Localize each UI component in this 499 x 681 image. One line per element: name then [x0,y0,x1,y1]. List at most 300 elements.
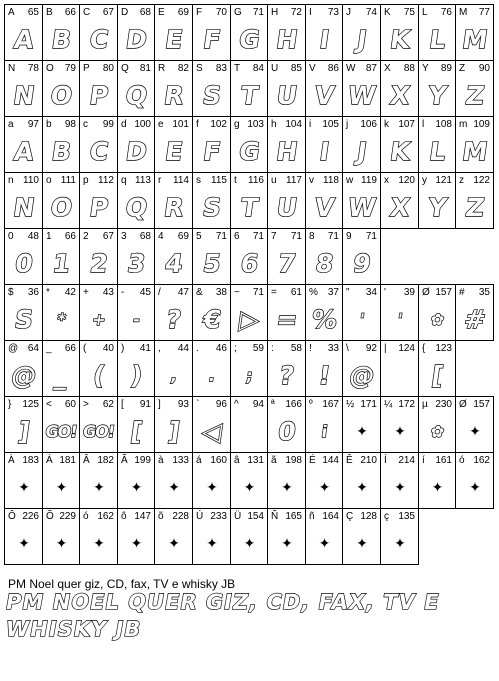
glyph-preview: ✦ [206,535,217,552]
glyph-preview: ) [128,361,144,390]
glyph-cell [4,396,43,453]
glyph-preview: # [462,305,487,334]
glyph-preview: K [388,137,411,166]
glyph-preview: ✦ [93,535,104,552]
glyph-key-label: > [83,399,89,410]
glyph-preview: ] [16,417,31,446]
glyph-cell [455,4,494,61]
glyph-cell [267,4,306,61]
glyph-cell [42,284,80,341]
glyph-preview: ✦ [18,535,29,552]
glyph-cell [418,60,456,117]
glyph-preview: ] [166,417,181,446]
glyph-code: 162 [97,511,114,522]
glyph-key-label: J [346,7,351,18]
glyph-key-label: } [8,399,12,410]
glyph-preview: 3 [125,249,147,278]
glyph-preview: ( [91,361,106,390]
glyph-key-label: S [196,63,203,74]
glyph-code: 71 [365,231,377,242]
glyph-code: 97 [27,119,39,130]
glyph-cell [380,60,419,117]
glyph-cell [79,228,118,285]
glyph-code: 101 [172,119,189,130]
glyph-preview: R [162,81,185,110]
glyph-preview: U [274,193,299,222]
glyph-key-label: R [158,63,166,74]
glyph-key-label: 9 [346,231,352,242]
glyph-key-label: A [8,7,15,18]
glyph-preview: B [49,137,73,166]
glyph-preview: 6 [238,249,260,278]
glyph-key-label: : [271,343,274,354]
glyph-cell [117,396,155,453]
glyph-preview: J [355,25,368,54]
glyph-preview: C [87,137,110,166]
glyph-key-label: ª [271,399,275,410]
glyph-key-label: { [422,343,426,354]
glyph-preview: , [169,366,178,385]
glyph-code: 171 [360,399,377,410]
glyph-code: 79 [64,63,76,74]
glyph-preview: % [309,305,339,334]
glyph-key-label: Q [121,63,129,74]
glyph-key-label: k [384,119,389,130]
glyph-key-label: ½ [346,399,355,410]
glyph-key-label: = [271,287,277,298]
glyph-cell [230,452,268,509]
glyph-cell [418,172,456,229]
glyph-key-label: Á [46,455,53,466]
glyph-code: 47 [177,287,189,298]
glyph-cell [42,340,80,397]
glyph-code: 113 [135,175,151,186]
glyph-code: 144 [322,455,339,466]
glyph-key-label: f [196,119,199,130]
glyph-preview: G [237,137,261,166]
glyph-key-label: ¼ [384,399,393,410]
glyph-preview: ' [358,310,365,329]
glyph-key-label: a [8,119,14,130]
glyph-code: 229 [59,511,76,522]
glyph-code: 86 [327,63,339,74]
glyph-code: 124 [398,343,415,354]
glyph-cell [42,4,80,61]
glyph-preview: 5 [201,249,222,278]
glyph-code: 71 [252,7,264,18]
glyph-key-label: ^ [234,399,239,410]
glyph-cell [192,508,231,565]
glyph-preview: ✦ [356,535,367,552]
glyph-key-label: r [158,175,162,186]
glyph-cell [342,340,381,397]
glyph-cell [192,452,231,509]
glyph-cell [342,452,381,509]
glyph-code: 71 [215,231,227,242]
glyph-code: 58 [290,343,302,354]
glyph-code: 73 [327,7,339,18]
glyph-preview: ; [244,366,254,385]
glyph-cell [342,172,381,229]
glyph-key-label: 2 [83,231,89,242]
glyph-key-label: & [196,287,203,298]
glyph-key-label: É [309,455,316,466]
glyph-cell [418,116,456,173]
glyph-cell [380,172,419,229]
glyph-preview [380,357,419,394]
glyph-cell [117,228,155,285]
glyph-preview: GO! [81,422,116,441]
glyph-cell [267,228,306,285]
glyph-cell [192,116,231,173]
glyph-preview: G [237,25,261,54]
glyph-code: 133 [172,455,189,466]
glyph-code: 71 [252,287,264,298]
glyph-cell [192,284,231,341]
glyph-preview: 8 [313,249,335,278]
glyph-code: 45 [139,287,151,298]
glyph-cell [418,4,456,61]
glyph-code: 71 [290,231,302,242]
glyph-key-label: N [8,63,16,74]
glyph-key-label: , [158,343,161,354]
glyph-preview: L [427,137,447,166]
glyph-code: 108 [435,119,452,130]
glyph-key-label: / [158,287,161,298]
glyph-cell [192,396,231,453]
glyph-cell [230,284,268,341]
glyph-preview: Y [426,81,448,110]
glyph-preview: L [427,25,447,54]
glyph-key-label: K [384,7,391,18]
glyph-key-label: - [121,287,125,298]
glyph-preview: X [388,81,411,110]
glyph-key-label: | [384,343,387,354]
glyph-cell [154,396,193,453]
glyph-cell [117,4,155,61]
glyph-code: 230 [435,399,452,410]
glyph-key-label: g [234,119,240,130]
glyph-code: 62 [102,399,114,410]
glyph-code: 43 [102,287,114,298]
glyph-preview: ? [277,361,296,390]
glyph-key-label: ; [234,343,237,354]
glyph-cell [455,60,494,117]
glyph-cell [455,172,494,229]
glyph-preview: N [11,193,36,222]
glyph-cell [117,508,155,565]
glyph-code: 123 [435,343,452,354]
glyph-preview: H [274,25,299,54]
glyph-key-label: W [346,63,356,74]
glyph-code: 93 [177,399,189,410]
glyph-preview: ✦ [394,423,405,440]
glyph-cell [42,228,80,285]
glyph-preview: O [48,81,74,110]
glyph-preview: E [163,137,184,166]
glyph-code: 91 [139,399,151,410]
glyph-cell [342,284,381,341]
glyph-preview: Q [123,193,149,222]
glyph-cell [4,452,43,509]
glyph-cell [154,116,193,173]
glyph-code: 172 [398,399,415,410]
glyph-preview: V [312,81,336,110]
glyph-code: 38 [215,287,227,298]
glyph-key-label: < [46,399,52,410]
glyph-cell [380,508,419,565]
glyph-key-label: Ô [8,511,16,522]
glyph-key-label: F [196,7,203,18]
glyph-code: 128 [360,511,377,522]
glyph-cell [4,116,43,173]
glyph-preview: ✦ [18,479,29,496]
glyph-key-label: H [271,7,279,18]
glyph-cell [455,396,494,453]
glyph-key-label: ] [158,399,161,410]
glyph-cell [342,4,381,61]
glyph-key-label: [ [121,399,124,410]
glyph-preview: _ [53,361,69,390]
glyph-code: 116 [248,175,264,186]
glyph-key-label: 1 [46,231,52,242]
glyph-key-label: e [158,119,164,130]
glyph-cell [380,284,419,341]
glyph-cell [267,340,306,397]
glyph-code: 161 [435,455,452,466]
glyph-code: 78 [27,63,39,74]
glyph-key-label: l [422,119,425,130]
glyph-key-label: Ê [346,455,353,466]
glyph-code: 40 [102,343,114,354]
glyph-key-label: T [234,63,241,74]
glyph-code: 111 [60,175,76,186]
glyph-code: 120 [398,175,415,186]
glyph-key-label: n [8,175,14,186]
glyph-key-label: o [46,175,52,186]
glyph-preview: ✦ [243,479,255,496]
glyph-cell [455,284,494,341]
glyph-preview: ✦ [431,479,443,496]
glyph-code: 67 [102,231,114,242]
glyph-cell [230,172,268,229]
glyph-preview: ✦ [356,423,367,440]
glyph-preview [230,413,268,450]
glyph-preview: R [162,193,185,222]
glyph-key-label: c [83,119,88,130]
glyph-key-label: t [234,175,237,186]
glyph-cell [305,508,343,565]
glyph-code: 102 [210,119,227,130]
glyph-code: 160 [210,455,227,466]
glyph-preview: J [355,137,368,166]
glyph-cell [342,228,381,285]
glyph-preview: V [312,193,336,222]
glyph-code: 71 [327,231,339,242]
glyph-key-label: x [384,175,389,186]
glyph-preview: = [274,305,299,334]
glyph-key-label: D [121,7,129,18]
glyph-preview: ✦ [318,535,330,552]
glyph-cell [418,452,456,509]
glyph-preview: T [238,81,260,110]
glyph-cell [305,172,343,229]
glyph-key-label: ó [459,455,465,466]
glyph-key-label: á [196,455,202,466]
glyph-cell [267,116,306,173]
glyph-cell [154,4,193,61]
glyph-cell [380,4,419,61]
glyph-cell [4,284,43,341]
glyph-code: 96 [215,399,227,410]
glyph-cell [117,116,155,173]
glyph-preview: 9 [351,249,372,278]
glyph-cell [342,116,381,173]
glyph-key-label: ó [83,511,89,522]
glyph-preview: ? [164,305,183,334]
glyph-cell [305,116,343,173]
glyph-code: 85 [290,63,302,74]
glyph-code: 87 [365,63,377,74]
glyph-preview: i [320,422,328,441]
glyph-preview: @ [347,361,376,390]
glyph-preview: ✦ [356,479,367,496]
glyph-code: 147 [134,511,151,522]
glyph-code: 66 [64,7,76,18]
glyph-code: 69 [177,231,189,242]
glyph-preview: ✦ [93,479,104,496]
glyph-cell [192,172,231,229]
glyph-code: 66 [64,231,76,242]
glyph-preview: B [49,25,73,54]
glyph-preview: I [317,25,331,54]
glyph-code: 68 [139,231,151,242]
glyph-cell [267,452,306,509]
glyph-key-label: Ü [234,511,242,522]
glyph-code: 64 [27,343,39,354]
glyph-cell [230,340,268,397]
character-map-grid [4,4,494,564]
glyph-preview: [ [429,361,445,390]
glyph-preview: . [207,366,216,385]
glyph-code: 154 [247,511,264,522]
glyph-preview: ✦ [243,535,255,552]
glyph-code: 33 [327,343,339,354]
glyph-key-label: Ñ [271,511,279,522]
glyph-preview: ✦ [469,423,480,440]
glyph-preview: ✦ [318,479,330,496]
glyph-cell [79,340,118,397]
glyph-preview: H [274,137,299,166]
glyph-key-label: h [271,119,277,130]
glyph-key-label: @ [8,343,19,354]
glyph-key-label: + [83,287,89,298]
glyph-cell [154,508,193,565]
glyph-preview: A [12,137,35,166]
glyph-code: 68 [139,7,151,18]
glyph-cell [230,508,268,565]
glyph-code: 110 [23,175,39,186]
glyph-key-label: ô [121,511,127,522]
glyph-code: 99 [102,119,114,130]
glyph-cell [154,340,193,397]
glyph-preview: 7 [276,249,297,278]
glyph-preview: T [238,193,260,222]
glyph-code: 182 [97,455,114,466]
glyph-code: 162 [473,455,490,466]
glyph-key-label: p [83,175,89,186]
glyph-code: 107 [398,119,415,130]
glyph-key-label: 6 [234,231,240,242]
glyph-code: 199 [134,455,151,466]
glyph-code: 37 [327,287,339,298]
glyph-key-label: O [46,63,54,74]
font-sample-line-1: PM NOEL QUER GIZ, CD, FAX, TV E [3,590,442,614]
glyph-key-label: w [346,175,354,186]
glyph-preview: ▷ [237,305,261,334]
glyph-code: 34 [365,287,377,298]
glyph-key-label: z [459,175,464,186]
glyph-code: 121 [435,175,452,186]
glyph-code: 94 [252,399,264,410]
glyph-code: 71 [252,231,264,242]
glyph-code: 125 [22,399,39,410]
glyph-preview: D [124,25,148,54]
glyph-preview: * [55,310,67,329]
glyph-preview: X [388,193,411,222]
glyph-preview: 0 [276,417,297,446]
glyph-key-label: Ø [422,287,430,298]
glyph-cell [305,228,343,285]
glyph-preview: M [460,25,489,54]
glyph-code: 157 [435,287,452,298]
glyph-preview: ✦ [130,479,142,496]
glyph-code: 92 [365,343,377,354]
glyph-code: 41 [139,343,151,354]
glyph-key-label: 4 [158,231,164,242]
glyph-preview: ✦ [55,535,67,552]
glyph-key-label: ' [384,287,386,298]
glyph-preview: ✦ [469,479,480,496]
glyph-cell [42,60,80,117]
glyph-code: 166 [285,399,302,410]
glyph-cell [418,284,456,341]
glyph-code: 226 [22,511,39,522]
glyph-preview: P [87,81,110,110]
glyph-key-label: B [46,7,53,18]
glyph-preview: € [201,305,222,334]
glyph-preview: ! [316,361,332,390]
glyph-code: 165 [285,511,302,522]
glyph-key-label: 0 [8,231,14,242]
glyph-code: 233 [210,511,227,522]
glyph-preview: F [201,137,222,166]
glyph-cell [455,116,494,173]
glyph-preview: ✦ [168,479,179,496]
glyph-cell [79,60,118,117]
glyph-code: 35 [478,287,490,298]
glyph-cell [455,452,494,509]
glyph-cell [117,172,155,229]
glyph-preview: E [163,25,184,54]
glyph-cell [4,172,43,229]
glyph-code: 98 [64,119,76,130]
glyph-cell [342,508,381,565]
glyph-preview: ✿ [429,422,445,441]
glyph-preview: U [274,81,299,110]
glyph-cell [42,396,80,453]
glyph-key-label: Z [459,63,466,74]
